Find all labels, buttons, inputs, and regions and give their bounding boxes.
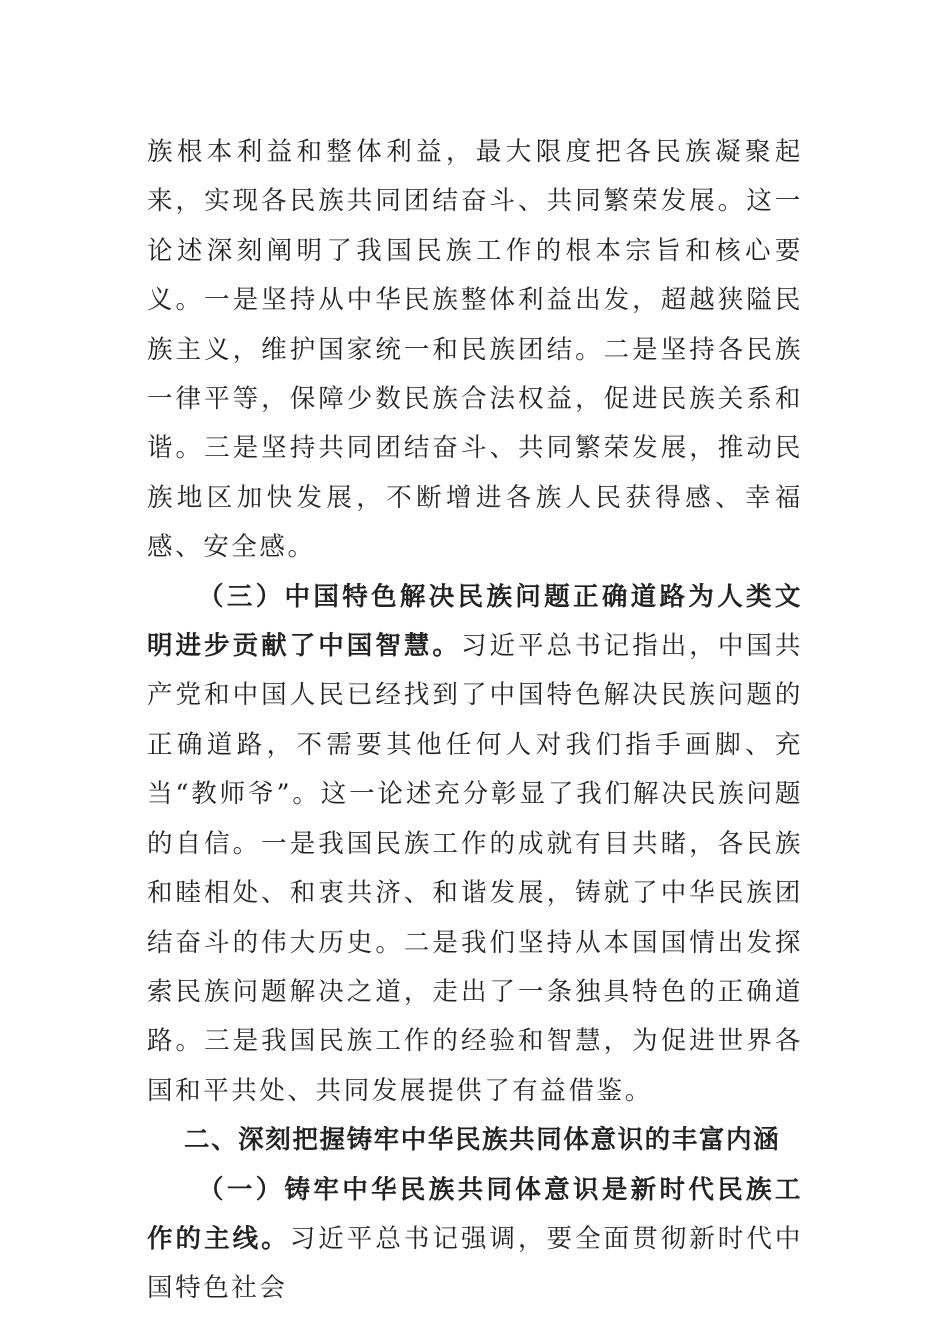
paragraph-section-three [147,573,803,1116]
paragraph-text: 习近平总书记指出，中国共产党和中国人民已经找到了中国特色解决民族问题的正确道路，不需要其他任何人对我们指手画脚、充当“教师爷”。这一论述充分彰显了我们解决民族问题的自信。一是我国民族工作的成就有目共睹，各民族和睦相处、和衷共济、和谐发展，铸就了中华民族团结奋斗的伟大历史。二是我们坚持从本国国情出发探索民族问题解决之道，走出了一条独具特色的正确道路。三是我国民族工作的经验和智慧，为促进世界各国和平共处、共同发展提供了有益借鉴。 [147,631,803,1106]
paragraph-bold-lead: （三）中国特色解决民族问题正确道路为人类文明进步贡献了中国智慧。 [147,581,803,662]
paragraph-subsection-one [147,1166,803,1314]
paragraph-bold-lead: （一）铸牢中华民族共同体意识是新时代民族工作的主线。 [147,1174,803,1254]
document-page [147,128,803,1314]
paragraph-continuation [147,128,803,573]
paragraph-text: 族根本利益和整体利益，最大限度把各民族凝聚起来，实现各民族共同团结奋斗、共同繁荣发展。这一论述深刻阐明了我国民族工作的根本宗旨和核心要义。一是坚持从中华民族整体利益出发，超越狭隘民族主义，维护国家统一和民族团结。二是坚持各民族一律平等，保障少数民族合法权益，促进民族关系和谐。三是坚持共同团结奋斗、共同繁荣发展，推动民族地区加快发展，不断增进各族人民获得感、幸福感、安全感。 [147,137,803,563]
paragraph-text: 习近平总书记强调，要全面贯彻新时代中国特色社会 [147,1223,803,1304]
section-heading: 二、深刻把握铸牢中华民族共同体意识的丰富内涵 [183,1125,781,1156]
